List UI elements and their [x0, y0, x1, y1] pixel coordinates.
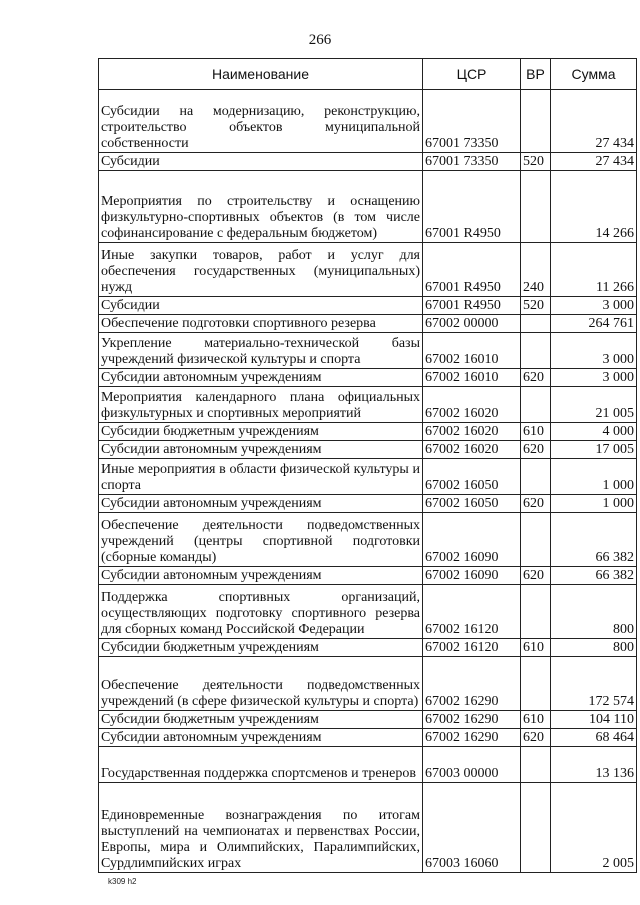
- table-row: [99, 171, 637, 243]
- row-vr-cell: [521, 513, 551, 567]
- row-csr-cell: 67001 73350: [423, 153, 521, 171]
- row-sum-cell: 21 005: [551, 387, 637, 423]
- row-name-cell: Субсидии бюджетным учреждениям: [99, 639, 423, 657]
- row-name-cell: Мероприятия календарного плана официальных физкультурных и спортивных мероприятий: [99, 387, 423, 423]
- row-sum-cell: 3 000: [551, 333, 637, 369]
- row-sum-cell: 104 110: [551, 711, 637, 729]
- row-csr-cell: 67002 16020: [423, 387, 521, 423]
- row-csr-cell: 67002 00000: [423, 315, 521, 333]
- row-vr-cell: 620: [521, 567, 551, 585]
- table-row: [99, 369, 637, 387]
- row-name-cell: Иные мероприятия в области физической культуры и спорта: [99, 459, 423, 495]
- row-sum-cell: 800: [551, 639, 637, 657]
- row-vr-cell: 620: [521, 495, 551, 513]
- row-vr-cell: 610: [521, 423, 551, 441]
- table-row: [99, 243, 637, 297]
- row-vr-cell: 520: [521, 153, 551, 171]
- row-sum-cell: 172 574: [551, 657, 637, 711]
- footer-code: k309 h2: [108, 877, 137, 886]
- row-name-cell: Субсидии автономным учреждениям: [99, 567, 423, 585]
- table-row: [99, 783, 637, 873]
- table-row: [99, 459, 637, 495]
- header-name: Наименование: [99, 59, 423, 90]
- row-csr-cell: 67002 16020: [423, 423, 521, 441]
- row-sum-cell: 4 000: [551, 423, 637, 441]
- row-sum-cell: 17 005: [551, 441, 637, 459]
- row-name-cell: Обеспечение подготовки спортивного резерва: [99, 315, 423, 333]
- row-csr-cell: 67002 16050: [423, 495, 521, 513]
- table-row: [99, 315, 637, 333]
- row-sum-cell: 27 434: [551, 90, 637, 153]
- row-sum-cell: 3 000: [551, 297, 637, 315]
- row-csr-cell: 67002 16050: [423, 459, 521, 495]
- row-csr-cell: 67002 16290: [423, 729, 521, 747]
- row-name-cell: Субсидии автономным учреждениям: [99, 495, 423, 513]
- row-vr-cell: [521, 171, 551, 243]
- row-name-cell: Субсидии на модернизацию, реконструкцию, строительство объектов муниципальной собственности: [99, 90, 423, 153]
- row-sum-cell: 14 266: [551, 171, 637, 243]
- row-csr-cell: 67002 16020: [423, 441, 521, 459]
- row-name-cell: Обеспечение деятельности подведомственных учреждений (в сфере физической культуры и спорта): [99, 657, 423, 711]
- row-sum-cell: 2 005: [551, 783, 637, 873]
- row-vr-cell: 520: [521, 297, 551, 315]
- row-sum-cell: 1 000: [551, 495, 637, 513]
- table-row: [99, 657, 637, 711]
- row-sum-cell: 264 761: [551, 315, 637, 333]
- row-vr-cell: [521, 387, 551, 423]
- row-sum-cell: 800: [551, 585, 637, 639]
- row-sum-cell: 3 000: [551, 369, 637, 387]
- row-name-cell: Обеспечение деятельности подведомственных учреждений (центры спортивной подготовки (сборные команды): [99, 513, 423, 567]
- row-csr-cell: 67002 16010: [423, 333, 521, 369]
- table-row: [99, 441, 637, 459]
- table-row: [99, 513, 637, 567]
- table-row: [99, 333, 637, 369]
- table-row: [99, 747, 637, 783]
- row-sum-cell: 66 382: [551, 513, 637, 567]
- row-name-cell: Единовременные вознаграждения по итогам выступлений на чемпионатах и первенствах России, Европы, мира и Олимпийских, Паралимпийских, Сурдлимпийских играх: [99, 783, 423, 873]
- row-name-cell: Субсидии: [99, 297, 423, 315]
- row-name-cell: Субсидии бюджетным учреждениям: [99, 423, 423, 441]
- row-name-cell: Субсидии бюджетным учреждениям: [99, 711, 423, 729]
- row-vr-cell: 620: [521, 729, 551, 747]
- row-sum-cell: 66 382: [551, 567, 637, 585]
- row-sum-cell: 1 000: [551, 459, 637, 495]
- row-csr-cell: 67003 00000: [423, 747, 521, 783]
- row-vr-cell: 610: [521, 711, 551, 729]
- header-csr: ЦСР: [423, 59, 521, 90]
- table-row: [99, 387, 637, 423]
- row-name-cell: Иные закупки товаров, работ и услуг для обеспечения государственных (муниципальных) нужд: [99, 243, 423, 297]
- row-vr-cell: 620: [521, 441, 551, 459]
- row-csr-cell: 67002 16010: [423, 369, 521, 387]
- header-sum: Сумма: [551, 59, 637, 90]
- row-vr-cell: [521, 657, 551, 711]
- table-row: [99, 90, 637, 153]
- table-row: [99, 639, 637, 657]
- row-csr-cell: 67002 16120: [423, 639, 521, 657]
- row-vr-cell: [521, 783, 551, 873]
- row-vr-cell: [521, 90, 551, 153]
- table-header-row: [99, 59, 637, 90]
- row-vr-cell: [521, 459, 551, 495]
- row-csr-cell: 67002 16120: [423, 585, 521, 639]
- page-number: 266: [308, 32, 332, 48]
- budget-table: [98, 58, 637, 873]
- row-name-cell: Государственная поддержка спортсменов и тренеров: [99, 747, 423, 783]
- row-csr-cell: 67001 73350: [423, 90, 521, 153]
- row-csr-cell: 67002 16090: [423, 567, 521, 585]
- row-csr-cell: 67001 R4950: [423, 297, 521, 315]
- table-row: [99, 711, 637, 729]
- row-vr-cell: [521, 585, 551, 639]
- row-sum-cell: 13 136: [551, 747, 637, 783]
- row-name-cell: Укрепление материально-технической базы учреждений физической культуры и спорта: [99, 333, 423, 369]
- row-csr-cell: 67003 16060: [423, 783, 521, 873]
- table-row: [99, 495, 637, 513]
- row-name-cell: Поддержка спортивных организаций, осуществляющих подготовку спортивного резерва для сборных команд Российской Федерации: [99, 585, 423, 639]
- table-row: [99, 567, 637, 585]
- row-name-cell: Субсидии автономным учреждениям: [99, 441, 423, 459]
- row-sum-cell: 68 464: [551, 729, 637, 747]
- row-csr-cell: 67002 16290: [423, 711, 521, 729]
- table-row: [99, 297, 637, 315]
- row-name-cell: Мероприятия по строительству и оснащению физкультурно-спортивных объектов (в том числе софинансирование с федеральным бюджетом): [99, 171, 423, 243]
- row-vr-cell: [521, 747, 551, 783]
- row-vr-cell: [521, 333, 551, 369]
- table-row: [99, 423, 637, 441]
- table-row: [99, 729, 637, 747]
- row-vr-cell: 240: [521, 243, 551, 297]
- row-csr-cell: 67002 16090: [423, 513, 521, 567]
- header-vr: ВР: [521, 59, 551, 90]
- table-row: [99, 153, 637, 171]
- row-name-cell: Субсидии автономным учреждениям: [99, 369, 423, 387]
- row-vr-cell: 620: [521, 369, 551, 387]
- row-csr-cell: 67001 R4950: [423, 243, 521, 297]
- table-row: [99, 585, 637, 639]
- row-name-cell: Субсидии автономным учреждениям: [99, 729, 423, 747]
- row-csr-cell: 67002 16290: [423, 657, 521, 711]
- row-vr-cell: 610: [521, 639, 551, 657]
- row-sum-cell: 27 434: [551, 153, 637, 171]
- row-csr-cell: 67001 R4950: [423, 171, 521, 243]
- row-name-cell: Субсидии: [99, 153, 423, 171]
- row-sum-cell: 11 266: [551, 243, 637, 297]
- row-vr-cell: [521, 315, 551, 333]
